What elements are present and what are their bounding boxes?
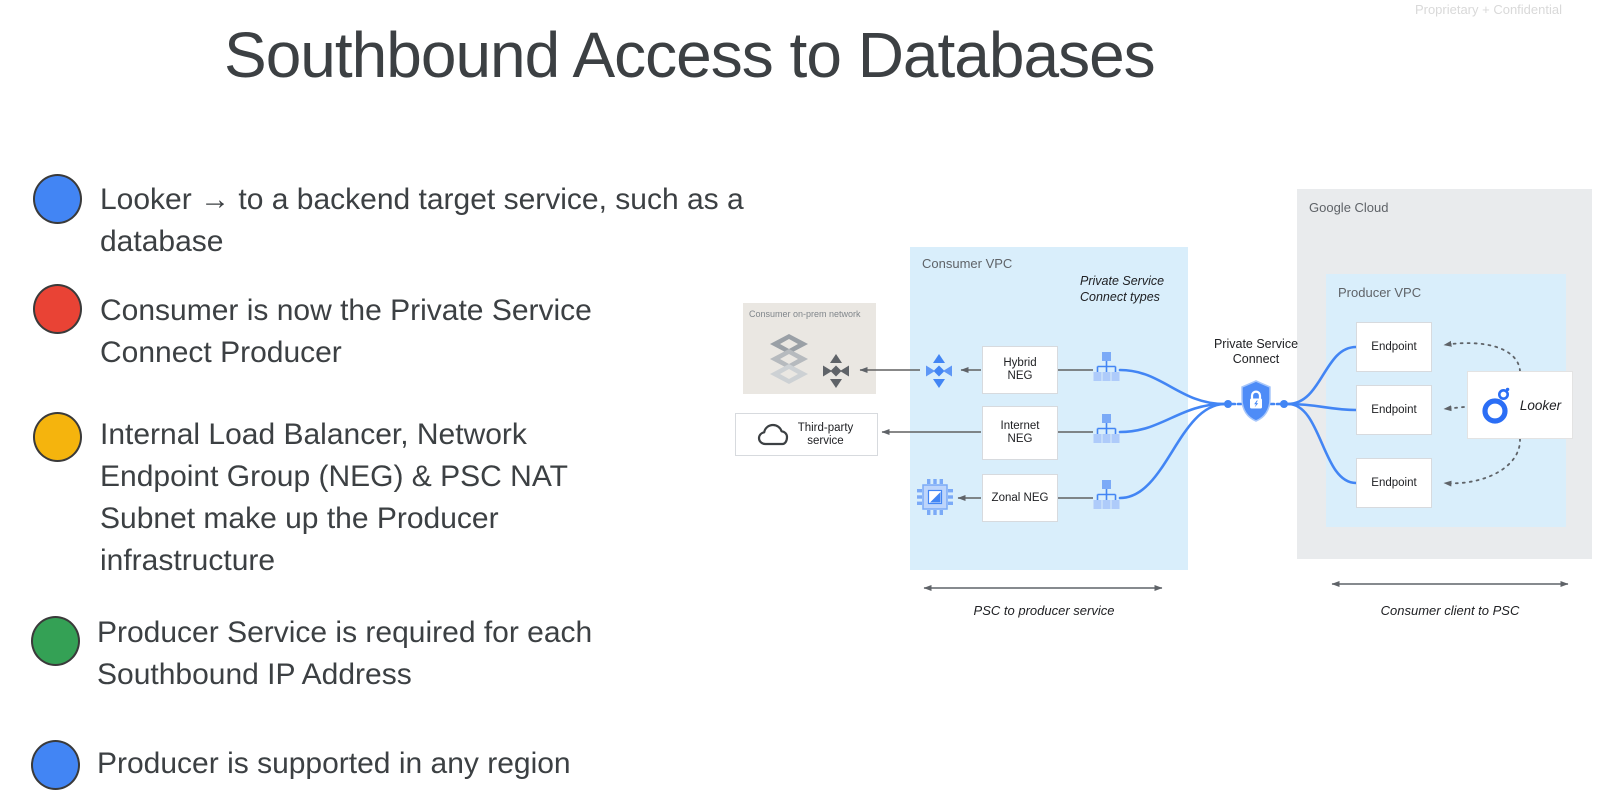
- producer-vpc-label: Producer VPC: [1338, 285, 1422, 300]
- endpoint-box-3: [1356, 458, 1432, 508]
- psc-node-dot-left: [1224, 400, 1232, 408]
- cloud-icon: [757, 423, 789, 446]
- lb-tree-icon-3: [1093, 480, 1120, 515]
- zonal-chip-icon: [917, 479, 953, 515]
- bullet-text-4: Producer Service is required for each Southbound IP Address: [97, 616, 593, 691]
- psc-types-label: Private Service Connect types: [1080, 274, 1165, 304]
- bullet-dot-3: [33, 412, 82, 462]
- looker-box: [1467, 371, 1573, 439]
- endpoint-box-2: [1356, 385, 1432, 435]
- endpoint-label-2: Endpoint: [1371, 403, 1417, 416]
- neg-label-zonal: Zonal NEG: [991, 491, 1049, 504]
- bullet-dot-4: [31, 616, 80, 666]
- page-title: Southbound Access to Databases: [224, 19, 1155, 91]
- gray-arrows: [860, 370, 1093, 498]
- bullet-dot-5: [31, 740, 80, 790]
- psc-node-dot-right: [1280, 400, 1288, 408]
- bullet-text-1: Looker → to a backend target service, such as a database: [100, 183, 744, 258]
- consumer-vpc-label: Consumer VPC: [922, 256, 1013, 271]
- psc-label: Private Service Connect: [1213, 337, 1299, 366]
- third-party-service-label: Third-party service: [797, 421, 854, 447]
- neg-box-internet: [982, 406, 1058, 460]
- third-party-service-box: [735, 413, 878, 456]
- bullet-dot-2: [33, 284, 82, 334]
- caption-psc-to-producer: PSC to producer service: [973, 603, 1115, 618]
- neg-label-internet: Internet NEG: [1000, 420, 1040, 445]
- bullet-text-2: Consumer is now the Private Service Connect Producer: [100, 294, 592, 369]
- neg-label-hybrid: Hybrid NEG: [1003, 357, 1037, 382]
- endpoint-label-3: Endpoint: [1371, 476, 1417, 489]
- onprem-router-icon: [819, 354, 853, 388]
- consumer-router-icon: [922, 354, 956, 388]
- caption-consumer-to-psc: Consumer client to PSC: [1380, 603, 1520, 618]
- endpoint-label-1: Endpoint: [1371, 340, 1417, 353]
- connector-layer: [700, 170, 1600, 650]
- google-cloud-label: Google Cloud: [1309, 200, 1389, 215]
- server-stack-icon: [770, 334, 808, 392]
- span-arrows: [924, 584, 1568, 588]
- endpoint-box-1: [1356, 322, 1432, 372]
- neg-box-hybrid: [982, 346, 1058, 394]
- onprem-network-label: Consumer on-prem network: [749, 309, 861, 319]
- bullet-text-3: Internal Load Balancer, Network Endpoint Group (NEG) & PSC NAT Subnet make up the Producer infrastructure: [100, 418, 568, 577]
- looker-label: Looker: [1519, 397, 1562, 413]
- psc-shield-lock-icon: [1240, 380, 1272, 422]
- lb-tree-icon-2: [1093, 414, 1120, 449]
- confidential-note: Proprietary + Confidential: [1414, 2, 1562, 17]
- bullet-dot-1: [33, 174, 82, 224]
- looker-icon: [1479, 387, 1513, 424]
- bullet-text-5: Producer is supported in any region: [97, 747, 571, 780]
- lb-tree-icon-1: [1093, 352, 1120, 387]
- neg-box-zonal: [982, 474, 1058, 522]
- psc-curves: [1120, 347, 1356, 498]
